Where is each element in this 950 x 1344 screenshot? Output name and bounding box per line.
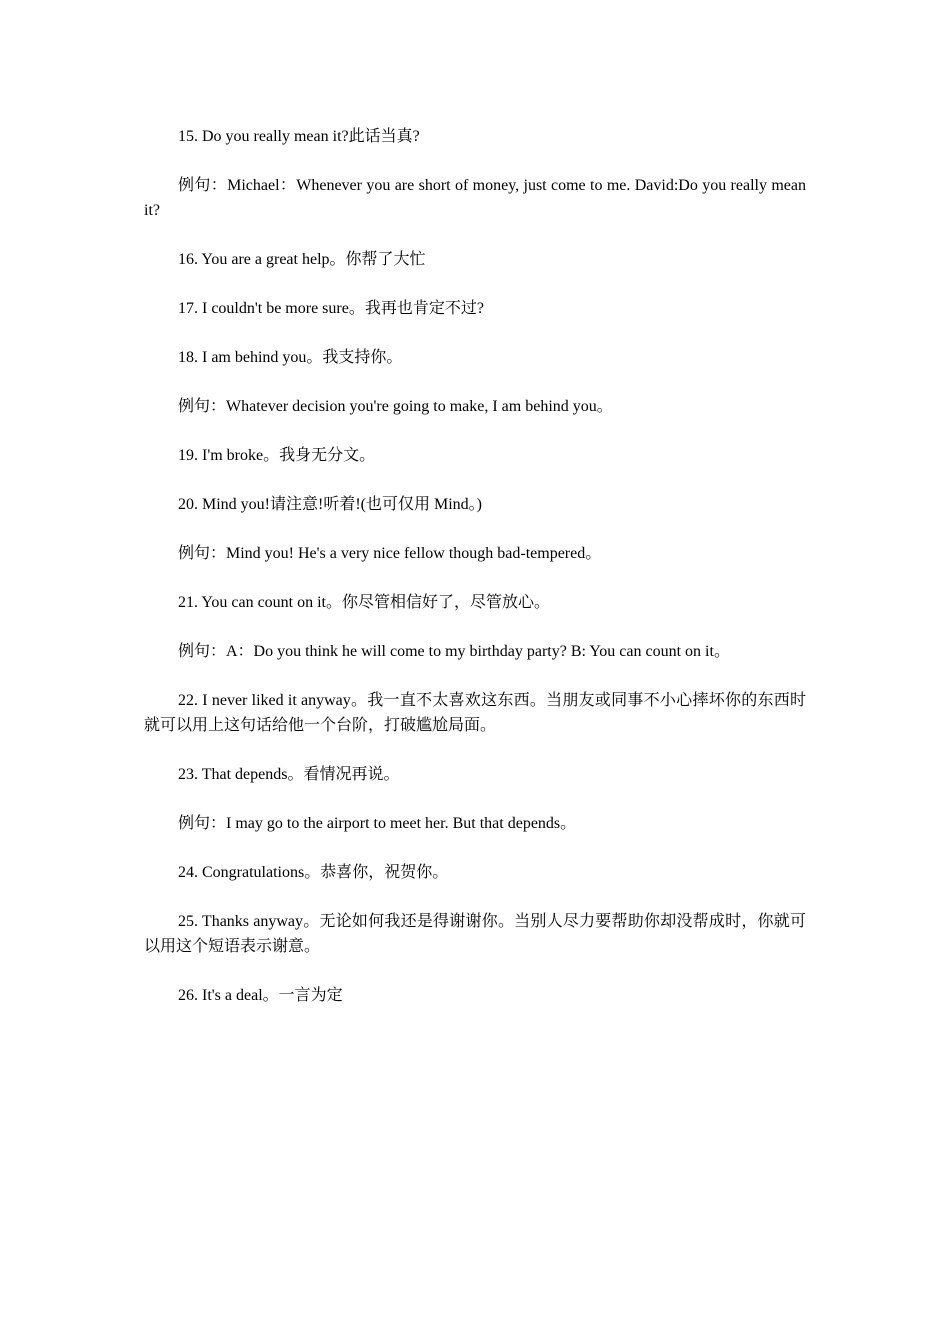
example-21: 例句：A：Do you think he will come to my birthday party? B: You can count on it。 (178, 643, 730, 660)
example-18: 例句：Whatever decision you're going to make, I am behind you。 (178, 398, 613, 415)
phrase-19: 19. I'm broke。我身无分文。 (178, 447, 376, 464)
example-15: 例句：Michael：Whenever you are short of money, just come to me. David:Do you really mean it? (144, 177, 806, 219)
example-20: 例句：Mind you! He's a very nice fellow though bad-tempered。 (178, 545, 602, 562)
phrase-21: 21. You can count on it。你尽管相信好了，尽管放心。 (178, 594, 551, 611)
phrase-22: 22. I never liked it anyway。我一直不太喜欢这东西。当朋友或同事不小心摔坏你的东西时就可以用上这句话给他一个台阶，打破尴尬局面。 (144, 692, 806, 734)
example-23: 例句：I may go to the airport to meet her. But that depends。 (178, 815, 577, 832)
phrase-23: 23. That depends。看情况再说。 (178, 766, 400, 783)
phrase-15: 15. Do you really mean it?此话当真? (178, 128, 420, 145)
phrase-20: 20. Mind you!请注意!听着!(也可仅用 Mind。) (178, 496, 482, 513)
phrase-25: 25. Thanks anyway。无论如何我还是得谢谢你。当别人尽力要帮助你却没帮成时，你就可以用这个短语表示谢意。 (144, 913, 806, 955)
phrase-24: 24. Congratulations。恭喜你，祝贺你。 (178, 864, 449, 881)
phrase-18: 18. I am behind you。我支持你。 (178, 349, 403, 366)
phrase-17: 17. I couldn't be more sure。我再也肯定不过? (178, 300, 484, 317)
phrase-26: 26. It's a deal。一言为定 (178, 987, 343, 1004)
phrase-16: 16. You are a great help。你帮了大忙 (178, 251, 426, 268)
document-page (144, 124, 806, 1032)
